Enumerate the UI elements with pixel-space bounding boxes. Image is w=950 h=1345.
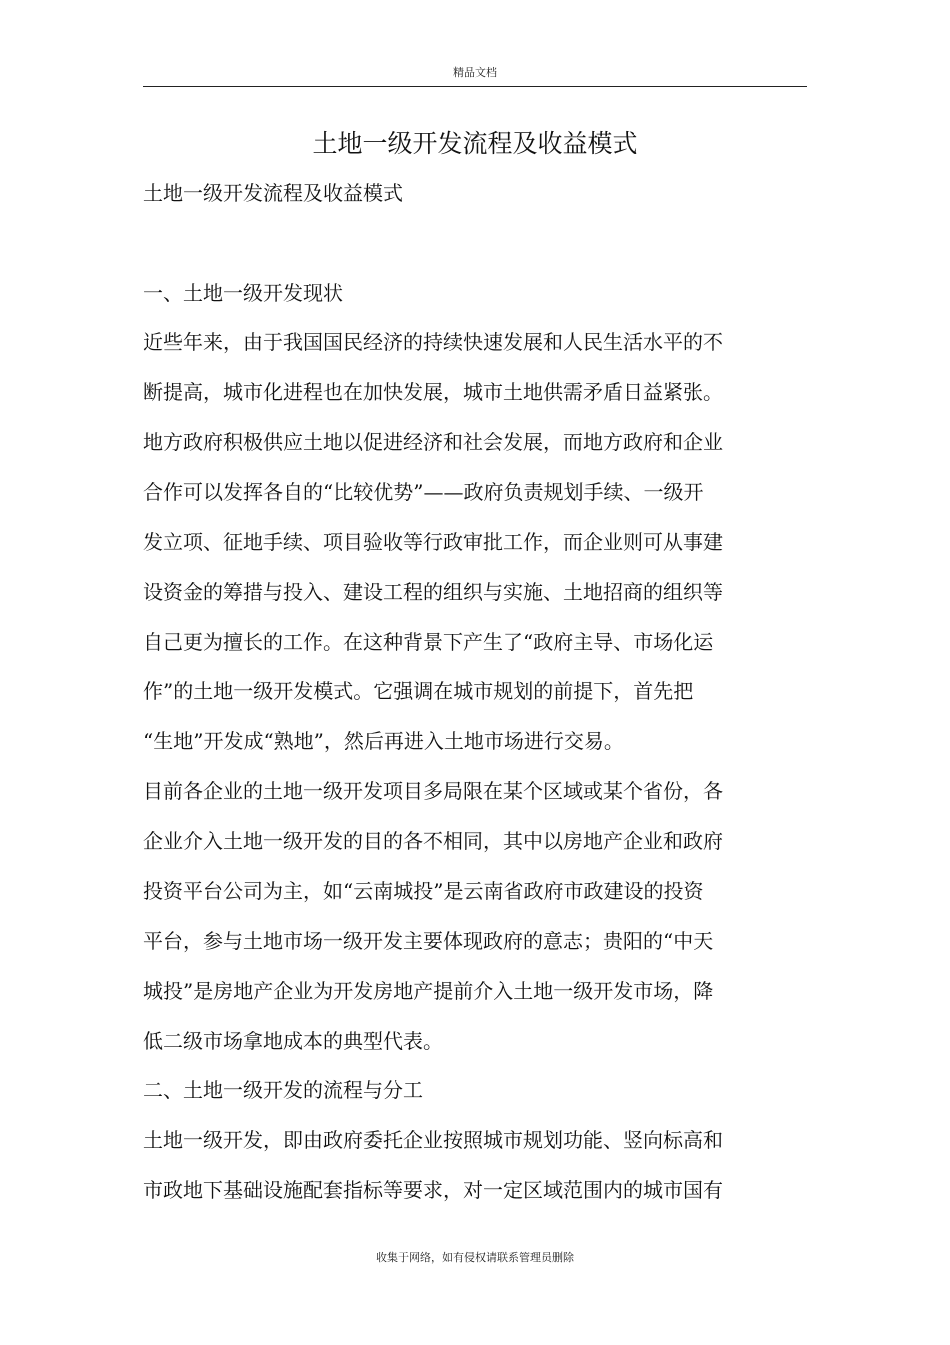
paragraph-line: 平台，参与土地市场一级开发主要体现政府的意志；贵阳的“中天 — [143, 929, 714, 953]
header-text: 精品文档 — [453, 66, 497, 79]
paragraph-line: 低二级市场拿地成本的典型代表。 — [143, 1029, 443, 1053]
paragraph-line: 断提高，城市化进程也在加快发展，城市土地供需矛盾日益紧张。 — [143, 380, 723, 404]
subtitle-line: 土地一级开发流程及收益模式 — [143, 181, 403, 205]
paragraph-line: 合作可以发挥各自的“比较优势”——政府负责规划手续、一级开 — [143, 480, 704, 504]
page-header — [143, 64, 807, 87]
paragraph-line: 投资平台公司为主，如“云南城投”是云南省政府市政建设的投资 — [143, 879, 704, 903]
paragraph-line: 自己更为擅长的工作。在这种背景下产生了“政府主导、市场化运 — [143, 630, 714, 654]
paragraph-line: “生地”开发成“熟地”，然后再进入土地市场进行交易。 — [143, 729, 624, 753]
document-title: 土地一级开发流程及收益模式 — [312, 129, 638, 158]
paragraph-line: 土地一级开发，即由政府委托企业按照城市规划功能、竖向标高和 — [143, 1128, 723, 1152]
paragraph-line: 近些年来，由于我国国民经济的持续快速发展和人民生活水平的不 — [143, 330, 723, 354]
paragraph-line: 发立项、征地手续、项目验收等行政审批工作，而企业则可从事建 — [143, 530, 723, 554]
paragraph-line: 目前各企业的土地一级开发项目多局限在某个区域或某个省份，各 — [143, 779, 723, 803]
paragraph-line: 市政地下基础设施配套指标等要求，对一定区域范围内的城市国有 — [143, 1178, 723, 1202]
section-heading-2: 二、土地一级开发的流程与分工 — [143, 1078, 423, 1102]
paragraph-line: 城投”是房地产企业为开发房地产提前介入土地一级开发市场，降 — [143, 979, 714, 1003]
page-footer — [0, 1249, 950, 1267]
section-heading-1: 一、土地一级开发现状 — [143, 281, 343, 305]
paragraph-line: 设资金的筹措与投入、建设工程的组织与实施、土地招商的组织等 — [143, 580, 723, 604]
paragraph-line: 作”的土地一级开发模式。它强调在城市规划的前提下，首先把 — [143, 679, 694, 703]
paragraph-line: 地方政府积极供应土地以促进经济和社会发展，而地方政府和企业 — [143, 430, 723, 454]
footer-text: 收集于网络，如有侵权请联系管理员删除 — [376, 1251, 574, 1264]
paragraph-line: 企业介入土地一级开发的目的各不相同，其中以房地产企业和政府 — [143, 829, 723, 853]
